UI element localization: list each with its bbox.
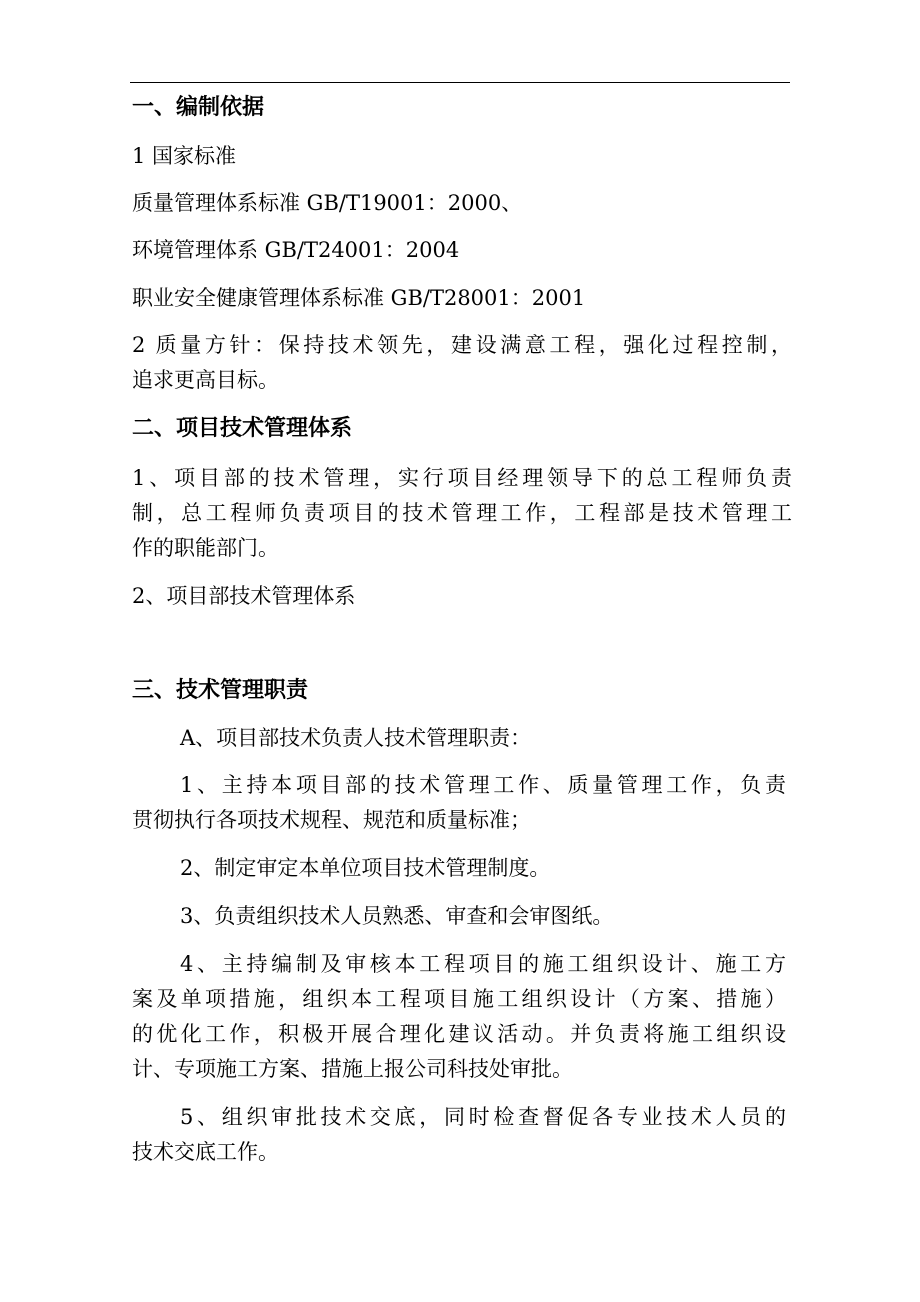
duty4-line3: 的优化工作，积极开展合理化建议活动。并负责将施工组织设 [132, 1022, 786, 1046]
duty4-line4: 计、专项施工方案、措施上报公司科技处审批。 [132, 1057, 573, 1081]
duty4-line2: 案及单项措施，组织本工程项目施工组织设计（方案、措施） [132, 987, 786, 1011]
section-heading-2: 二、项目技术管理体系 [132, 416, 353, 441]
standard-environment: 环境管理体系 GB/T24001：2004 [132, 238, 460, 262]
section2-item1-line3: 作的职能部门。 [132, 536, 279, 560]
duty1-line1: 1、主持本项目部的技术管理工作、质量管理工作，负责 [180, 773, 786, 797]
duty3: 3、负责组织技术人员熟悉、审查和会审图纸。 [180, 904, 614, 928]
duty4-line1: 4、主持编制及审核本工程项目的施工组织设计、施工方 [180, 952, 786, 976]
duty5-line2: 技术交底工作。 [132, 1140, 279, 1164]
duty2: 2、制定审定本单位项目技术管理制度。 [180, 856, 551, 880]
quality-policy-line1: 2 质量方针：保持技术领先，建设满意工程，强化过程控制， [132, 333, 792, 357]
quality-policy-line2: 追求更高目标。 [132, 368, 279, 392]
standard-quality: 质量管理体系标准 GB/T19001：2000、 [132, 191, 523, 215]
subheading-a: A、项目部技术负责人技术管理职责： [180, 726, 532, 750]
duty1-line2: 贯彻执行各项技术规程、规范和质量标准； [132, 808, 531, 832]
header-rule [130, 82, 790, 83]
section1-item1: 1 国家标准 [132, 144, 237, 168]
standard-ohs: 职业安全健康管理体系标准 GB/T28001：2001 [132, 286, 586, 310]
section2-item2: 2、项目部技术管理体系 [132, 584, 356, 608]
section2-item1-line2: 制，总工程师负责项目的技术管理工作，工程部是技术管理工 [132, 501, 792, 525]
section2-item1-line1: 1、项目部的技术管理，实行项目经理领导下的总工程师负责 [132, 466, 792, 490]
duty5-line1: 5、组织审批技术交底，同时检查督促各专业技术人员的 [180, 1105, 786, 1129]
section-heading-3: 三、技术管理职责 [132, 678, 309, 703]
section-heading-1: 一、编制依据 [132, 95, 265, 120]
